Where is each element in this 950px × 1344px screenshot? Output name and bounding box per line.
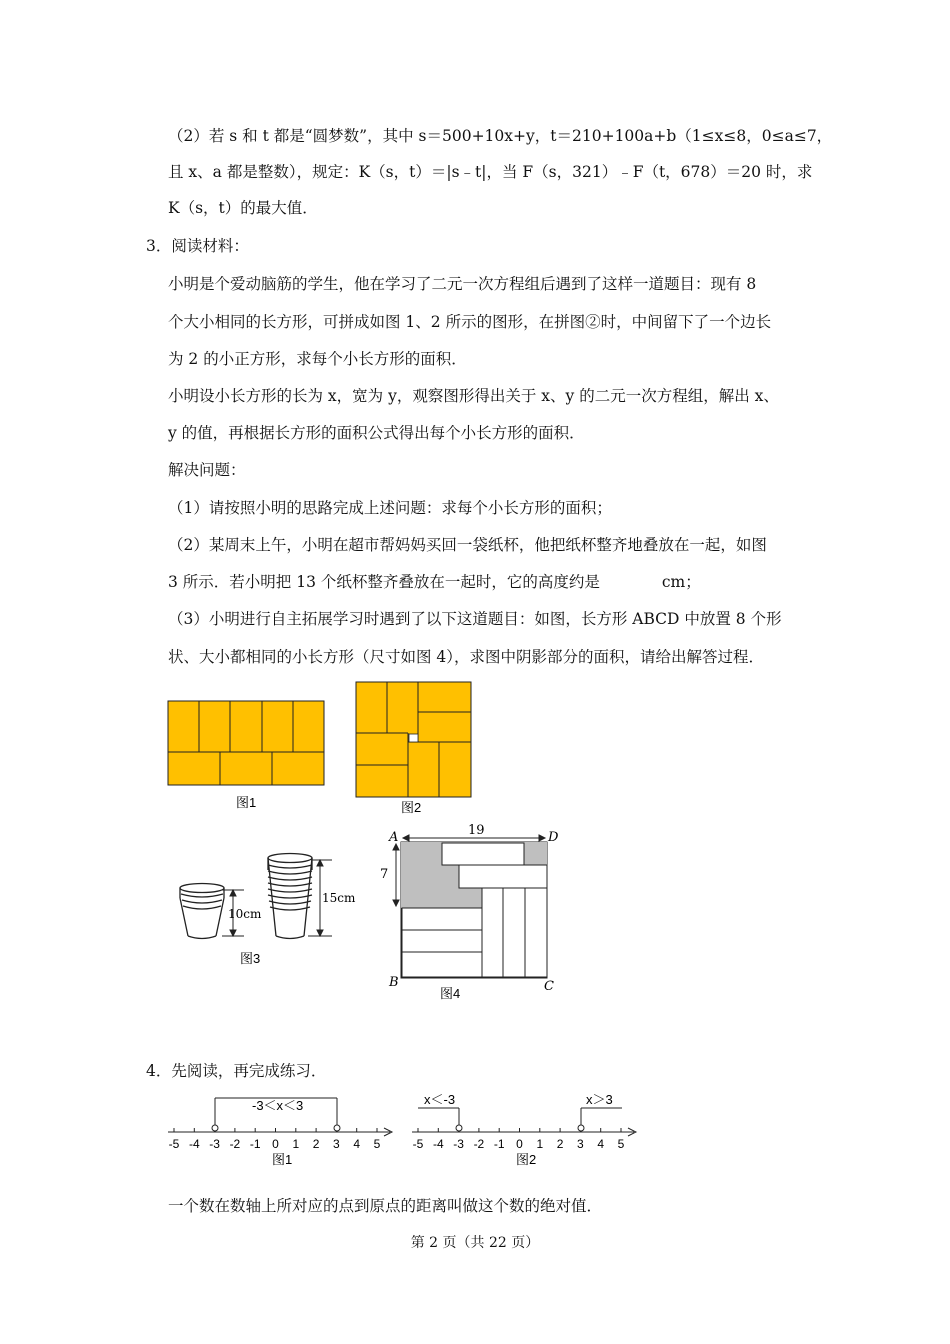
nl2-tick-marks [413, 1128, 625, 1151]
fig4-vertex-b: B [389, 975, 399, 990]
q3-solve-heading: 解决问题： [168, 461, 246, 479]
number-line-2 [404, 1090, 644, 1170]
nl1-open-point-left [212, 1125, 218, 1131]
tick-label: 4 [597, 1137, 605, 1151]
fig4-width-label: 19 [468, 823, 485, 838]
fig4-dimension-7 [393, 844, 399, 906]
tick-label: 2 [312, 1137, 320, 1151]
fig3-label-15cm: 15cm [322, 891, 356, 905]
q3-p1-line3: 为 2 的小正方形，求每个小长方形的面积． [168, 350, 467, 368]
tick-label: -1 [493, 1137, 505, 1151]
tick-label: 5 [617, 1137, 625, 1151]
tick-label: 1 [536, 1137, 544, 1151]
tick-label: 2 [556, 1137, 564, 1151]
figure-1 [164, 699, 328, 819]
tick-label: -2 [229, 1137, 241, 1151]
nl2-open-point-left [456, 1125, 462, 1131]
fig4-vertex-c: C [544, 979, 554, 994]
tick-label: -4 [432, 1137, 444, 1151]
fig4-vertex-d: D [548, 830, 559, 845]
q3-sub2-unit: cm； [661, 573, 701, 591]
nl2-open-point-right [578, 1125, 584, 1131]
nl1-open-point-right [334, 1125, 340, 1131]
cup-stack-large [268, 854, 312, 939]
fig3-caption: 图3 [240, 951, 261, 966]
fig4-height-label: 7 [380, 867, 389, 882]
tick-label: 5 [373, 1137, 381, 1151]
q3-sub1: （1）请按照小明的思路完成上述问题：求每个小长方形的面积； [168, 499, 612, 517]
q3-sub3-line2: 状、大小都相同的小长方形（尺寸如图 4），求图中阴影部分的面积，请给出解答过程． [168, 648, 765, 666]
q4-title: 4．先阅读，再完成练习． [146, 1062, 327, 1080]
tick-label: -3 [209, 1137, 220, 1151]
fig2-caption: 图2 [401, 800, 422, 815]
tick-label: -2 [473, 1137, 485, 1151]
tick-label: -1 [249, 1137, 261, 1151]
nl2-right-label: x＞3 [586, 1092, 613, 1107]
fig4-caption: 图4 [440, 986, 461, 1001]
figure-4 [376, 820, 566, 1005]
tick-label: 0 [272, 1137, 279, 1151]
fig1-caption: 图1 [236, 795, 257, 810]
nl2-caption: 图2 [516, 1152, 537, 1167]
q3-p2-line2: y 的值，再根据长方形的面积公式得出每个小长方形的面积． [168, 424, 585, 442]
q3-sub2-line2-text: 3 所示．若小明把 13 个纸杯整齐叠放在一起时，它的高度约是 [168, 573, 600, 591]
tick-label: -4 [188, 1137, 200, 1151]
tick-label: 4 [353, 1137, 361, 1151]
q3-p1-line1: 小明是个爱动脑筋的学生，他在学习了二元一次方程组后遇到了这样一道题目：现有 8 [168, 275, 757, 293]
nl2-left-label: x＜-3 [424, 1092, 456, 1107]
tick-label: 3 [577, 1137, 584, 1151]
tick-label: 3 [333, 1137, 340, 1151]
q2-part2-line1: （2）若 s 和 t 都是“圆梦数”，其中 s＝500+10x+y，t＝210+100a+b（1≤x≤8，0≤a≤7， [168, 127, 833, 145]
q2-part2-line2: 且 x、a 都是整数），规定：K（s，t）＝|s﹣t|，当 F（s，321）﹣F（t，678）＝20 时，求 [168, 163, 813, 181]
nl1-tick-marks [169, 1128, 381, 1151]
q3-p1-line2: 个大小相同的长方形，可拼成如图 1、2 所示的图形，在拼图②时，中间留下了一个边长 [168, 313, 772, 331]
fig1-rectangles [168, 701, 324, 785]
figure-2 [353, 680, 475, 820]
q3-p2-line1: 小明设小长方形的长为 x，宽为 y，观察图形得出关于 x、y 的二元一次方程组，解出 x、 [168, 387, 779, 405]
q2-part2-line3: K（s，t）的最大值． [168, 199, 318, 217]
q4-text: 一个数在数轴上所对应的点到原点的距离叫做这个数的绝对值． [168, 1197, 603, 1215]
tick-label: -5 [412, 1137, 424, 1151]
figure-3 [172, 850, 362, 970]
tick-label: 1 [292, 1137, 300, 1151]
tick-label: -5 [168, 1137, 180, 1151]
fig2-center-square [409, 734, 418, 742]
q3-sub2-line2 [168, 572, 701, 592]
page-footer: 第 2 页（共 22 页） [410, 1235, 540, 1251]
q3-sub2-line1: （2）某周末上午，小明在超市帮妈妈买回一袋纸杯，他把纸杯整齐地叠放在一起，如图 [168, 536, 767, 554]
nl1-caption: 图1 [272, 1152, 293, 1167]
nl2-axis [412, 1108, 636, 1136]
cup-stack-small [180, 884, 224, 939]
q3-sub3-line1: （3）小明进行自主拓展学习时遇到了以下这道题目：如图，长方形 ABCD 中放置 8 个形 [168, 610, 782, 628]
tick-label: 0 [516, 1137, 523, 1151]
nl1-label: -3＜x＜3 [252, 1098, 304, 1113]
tick-label: -3 [453, 1137, 464, 1151]
fig4-vertex-a: A [389, 830, 399, 845]
number-line-1 [160, 1090, 400, 1170]
fig3-label-10cm: 10cm [228, 907, 262, 921]
q3-title: 3．阅读材料： [146, 237, 249, 255]
